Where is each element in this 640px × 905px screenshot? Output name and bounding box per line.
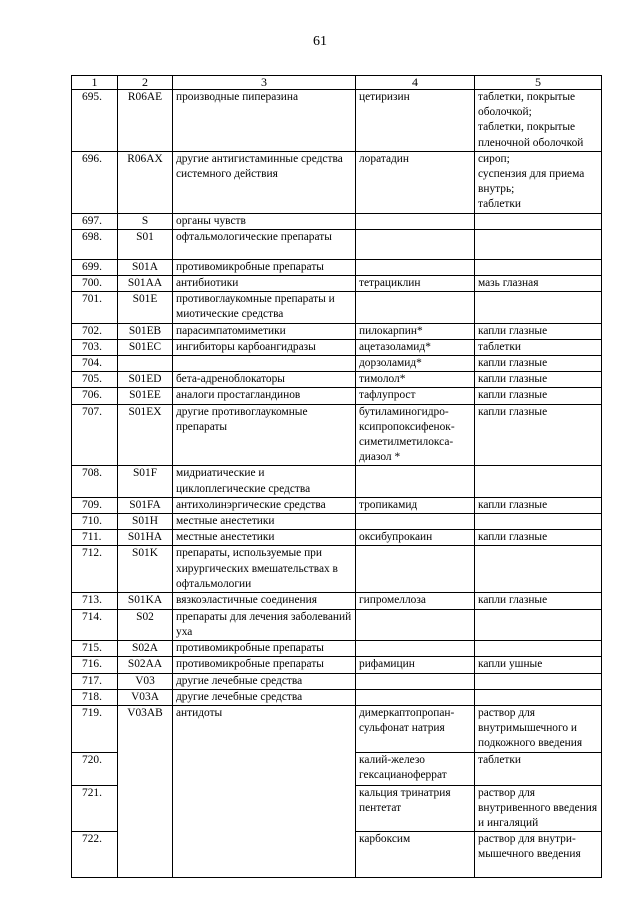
page-number: 61	[313, 34, 327, 49]
atc-group	[173, 356, 356, 372]
atc-group: противоглаукомные препараты и миотические средства	[173, 292, 356, 323]
table-row	[72, 689, 602, 705]
dosage-form: раствор для внутримышечного и подкожного введения	[475, 705, 602, 752]
atc-code: V03A	[118, 689, 173, 705]
drug-name: тропикамид	[356, 497, 475, 513]
atc-group: местные анестетики	[173, 530, 356, 546]
row-number: 722.	[72, 832, 118, 878]
table-row	[72, 705, 602, 752]
drug-name: ацетазоламид*	[356, 339, 475, 355]
drug-name	[356, 641, 475, 657]
dosage-form	[475, 689, 602, 705]
atc-group: другие лечебные средства	[173, 673, 356, 689]
atc-code: S01EC	[118, 339, 173, 355]
atc-code: S01AA	[118, 276, 173, 292]
atc-group: парасимпатомиметики	[173, 323, 356, 339]
atc-code	[118, 356, 173, 372]
atc-group: другие противоглаукомные препараты	[173, 404, 356, 466]
drug-name	[356, 292, 475, 323]
atc-code: V03AB	[118, 705, 173, 877]
table-row	[72, 259, 602, 275]
medicines-table	[71, 75, 602, 878]
row-number: 716.	[72, 657, 118, 673]
dosage-form	[475, 229, 602, 259]
drug-name: димеркаптопропан-сульфонат натрия	[356, 705, 475, 752]
table-row	[72, 323, 602, 339]
drug-name: гипромеллоза	[356, 593, 475, 609]
drug-name: калий-железо гексацианоферрат	[356, 752, 475, 785]
atc-code: R06AX	[118, 151, 173, 213]
dosage-form	[475, 514, 602, 530]
row-number: 710.	[72, 514, 118, 530]
table-row	[72, 339, 602, 355]
drug-name: пилокарпин*	[356, 323, 475, 339]
drug-name: тимолол*	[356, 372, 475, 388]
table-row	[72, 546, 602, 593]
atc-group: органы чувств	[173, 213, 356, 229]
atc-group: противомикробные препараты	[173, 259, 356, 275]
atc-code: S02AA	[118, 657, 173, 673]
atc-code: V03	[118, 673, 173, 689]
atc-group: производные пиперазина	[173, 90, 356, 152]
atc-code: S01H	[118, 514, 173, 530]
row-number: 714.	[72, 609, 118, 640]
atc-group: бета-адреноблокаторы	[173, 372, 356, 388]
dosage-form	[475, 609, 602, 640]
row-number: 699.	[72, 259, 118, 275]
drug-name	[356, 514, 475, 530]
dosage-form: капли глазные	[475, 356, 602, 372]
atc-code: S01FA	[118, 497, 173, 513]
drug-name: цетиризин	[356, 90, 475, 152]
header-cell: 4	[356, 76, 475, 90]
drug-name	[356, 546, 475, 593]
atc-code: S01F	[118, 466, 173, 497]
drug-name	[356, 466, 475, 497]
atc-code: S02	[118, 609, 173, 640]
row-number: 697.	[72, 213, 118, 229]
atc-group: препараты, используемые при хирургических вмешательствах в офтальмологии	[173, 546, 356, 593]
atc-group: вязкоэластичные соединения	[173, 593, 356, 609]
table-row	[72, 151, 602, 213]
atc-code: S01A	[118, 259, 173, 275]
dosage-form	[475, 292, 602, 323]
dosage-form: капли глазные	[475, 530, 602, 546]
table-row	[72, 292, 602, 323]
table-row	[72, 641, 602, 657]
drug-name	[356, 689, 475, 705]
row-number: 711.	[72, 530, 118, 546]
drug-name: рифамицин	[356, 657, 475, 673]
atc-code: S01E	[118, 292, 173, 323]
row-number: 718.	[72, 689, 118, 705]
table-row	[72, 90, 602, 152]
row-number: 712.	[72, 546, 118, 593]
row-number: 706.	[72, 388, 118, 404]
atc-group: местные анестетики	[173, 514, 356, 530]
dosage-form: капли глазные	[475, 593, 602, 609]
row-number: 705.	[72, 372, 118, 388]
dosage-form	[475, 641, 602, 657]
atc-code: S01EE	[118, 388, 173, 404]
table-header-row	[72, 76, 602, 90]
row-number: 696.	[72, 151, 118, 213]
row-number: 715.	[72, 641, 118, 657]
atc-group: противомикробные препараты	[173, 657, 356, 673]
row-number: 701.	[72, 292, 118, 323]
atc-group: офтальмологические препараты	[173, 229, 356, 259]
row-number: 719.	[72, 705, 118, 752]
header-cell: 1	[72, 76, 118, 90]
atc-group: другие лечебные средства	[173, 689, 356, 705]
table-row	[72, 657, 602, 673]
atc-group: препараты для лечения заболеваний уха	[173, 609, 356, 640]
dosage-form	[475, 259, 602, 275]
dosage-form: мазь глазная	[475, 276, 602, 292]
dosage-form: капли ушные	[475, 657, 602, 673]
table-row	[72, 276, 602, 292]
atc-group: антибиотики	[173, 276, 356, 292]
dosage-form	[475, 673, 602, 689]
row-number: 713.	[72, 593, 118, 609]
dosage-form: таблетки	[475, 752, 602, 785]
atc-group: антидоты	[173, 705, 356, 877]
atc-code: S01KA	[118, 593, 173, 609]
row-number: 698.	[72, 229, 118, 259]
dosage-form: капли глазные	[475, 497, 602, 513]
drug-name	[356, 609, 475, 640]
dosage-form: таблетки	[475, 339, 602, 355]
table-row	[72, 404, 602, 466]
header-cell: 2	[118, 76, 173, 90]
drug-name	[356, 213, 475, 229]
table-row	[72, 497, 602, 513]
row-number: 720.	[72, 752, 118, 785]
drug-name: тетрациклин	[356, 276, 475, 292]
table-row	[72, 213, 602, 229]
atc-code: S02A	[118, 641, 173, 657]
dosage-form: раствор для внутривенного введения и ингаляций	[475, 785, 602, 832]
dosage-form: капли глазные	[475, 388, 602, 404]
row-number: 695.	[72, 90, 118, 152]
row-number: 707.	[72, 404, 118, 466]
dosage-form	[475, 466, 602, 497]
drug-name: дорзоламид*	[356, 356, 475, 372]
row-number: 702.	[72, 323, 118, 339]
table-row	[72, 530, 602, 546]
row-number: 703.	[72, 339, 118, 355]
drug-name: бутиламиногидро-ксипропоксифенок-симетилметилокса-диазол *	[356, 404, 475, 466]
header-cell: 5	[475, 76, 602, 90]
atc-code: S01EX	[118, 404, 173, 466]
atc-group: противомикробные препараты	[173, 641, 356, 657]
table-row	[72, 229, 602, 259]
row-number: 704.	[72, 356, 118, 372]
atc-code: S01HA	[118, 530, 173, 546]
table-row	[72, 514, 602, 530]
drug-name: оксибупрокаин	[356, 530, 475, 546]
row-number: 717.	[72, 673, 118, 689]
dosage-form: сироп; суспензия для приема внутрь; таблетки	[475, 151, 602, 213]
dosage-form	[475, 546, 602, 593]
dosage-form: капли глазные	[475, 372, 602, 388]
header-cell: 3	[173, 76, 356, 90]
table-row	[72, 673, 602, 689]
atc-group: другие антигистаминные средства системного действия	[173, 151, 356, 213]
drug-name	[356, 259, 475, 275]
drug-name: тафлупрост	[356, 388, 475, 404]
table-row	[72, 372, 602, 388]
drug-name: карбоксим	[356, 832, 475, 878]
atc-group: мидриатические и циклоплегические средства	[173, 466, 356, 497]
atc-code: S01K	[118, 546, 173, 593]
dosage-form: раствор для внутри-мышечного введения	[475, 832, 602, 878]
row-number: 708.	[72, 466, 118, 497]
atc-group: ингибиторы карбоангидразы	[173, 339, 356, 355]
atc-group: аналоги простагландинов	[173, 388, 356, 404]
table-row	[72, 388, 602, 404]
drug-name: лоратадин	[356, 151, 475, 213]
dosage-form	[475, 213, 602, 229]
drug-name: кальция тринатрия пентетат	[356, 785, 475, 832]
row-number: 721.	[72, 785, 118, 832]
atc-code: S	[118, 213, 173, 229]
table-row	[72, 356, 602, 372]
row-number: 709.	[72, 497, 118, 513]
atc-code: S01EB	[118, 323, 173, 339]
dosage-form: капли глазные	[475, 323, 602, 339]
dosage-form: капли глазные	[475, 404, 602, 466]
table-row	[72, 609, 602, 640]
table-row	[72, 593, 602, 609]
drug-name	[356, 229, 475, 259]
atc-code: R06AE	[118, 90, 173, 152]
atc-group: антихолинэргические средства	[173, 497, 356, 513]
row-number: 700.	[72, 276, 118, 292]
atc-code: S01ED	[118, 372, 173, 388]
table-row	[72, 466, 602, 497]
dosage-form: таблетки, покрытые оболочкой; таблетки, покрытые пленочной оболочкой	[475, 90, 602, 152]
atc-code: S01	[118, 229, 173, 259]
drug-name	[356, 673, 475, 689]
